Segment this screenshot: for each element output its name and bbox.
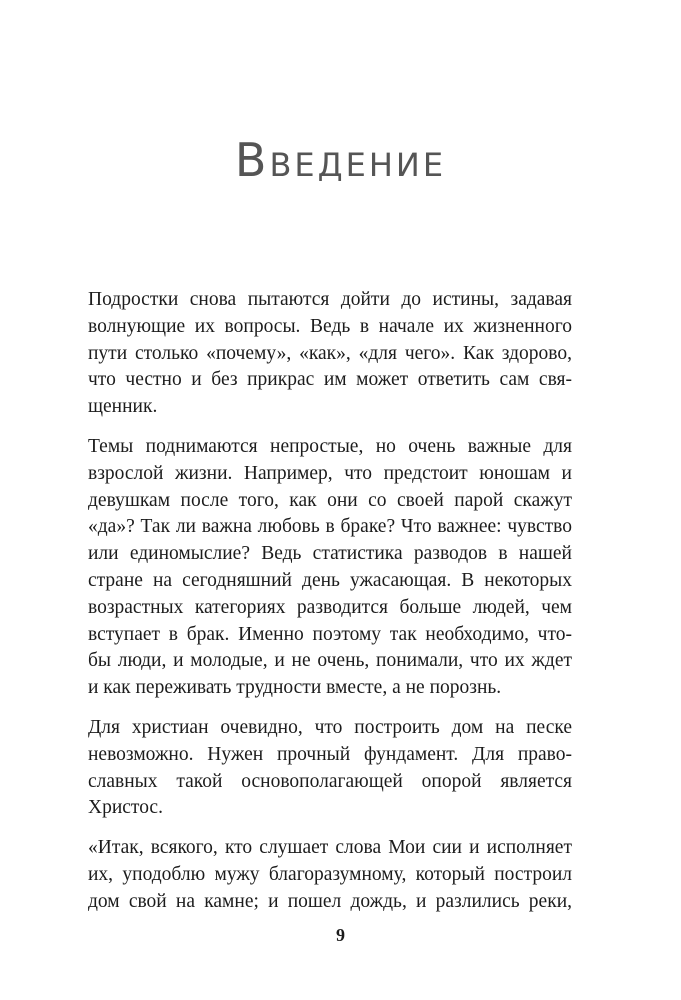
text-line: пути столько «почему», «как», «для чего». Как здорово, [88, 342, 572, 364]
text-line: невозможно. Нужен прочный фундамент. Для право- [88, 743, 572, 765]
text-line: «да»? Так ли важна любовь в браке? Что важнее: чувство [88, 516, 572, 538]
text-line: щенник. [88, 396, 158, 418]
page-number: 9 [336, 925, 345, 945]
text-line: девушкам после того, как они со своей парой скажут [88, 489, 572, 511]
text-line: что честно и без прикрас им может ответить сам свя- [88, 369, 572, 391]
paragraph-1 [88, 287, 572, 421]
text-line: вступает в брак. Именно поэтому так необходимо, что- [88, 623, 572, 645]
text-line: и как переживать трудности вместе, а не порознь. [88, 677, 502, 699]
paragraph-3 [88, 715, 572, 822]
chapter-heading: Введение [234, 133, 447, 187]
text-line: волнующие их вопросы. Ведь в начале их жизненного [88, 315, 572, 337]
text-line: бы люди, и молодые, и не очень, понимали, что их ждет [88, 650, 572, 672]
text-line: Для христиан очевидно, что построить дом на песке [88, 716, 572, 738]
text-line: Темы поднимаются непростые, но очень важные для [88, 435, 572, 457]
text-line: дом свой на камне; и пошел дождь, и разлились реки, [88, 890, 572, 912]
text-line: славных такой основополагающей опорой является [88, 770, 572, 792]
body-text [88, 287, 572, 929]
text-line: или единомыслие? Ведь статистика разводов в нашей [88, 543, 572, 565]
paragraph-4 [88, 835, 572, 915]
text-line: стране на сегодняшний день ужасающая. В некоторых [88, 569, 572, 591]
text-line: Подростки снова пытаются дойти до истины, задавая [88, 289, 572, 310]
paragraph-2 [88, 434, 572, 702]
text-line: взрослой жизни. Например, что предстоит юношам и [88, 462, 572, 484]
text-line: Христос. [88, 797, 163, 819]
text-line: «Итак, всякого, кто слушает слова Мои сии и исполняет [88, 837, 572, 859]
text-line: их, уподоблю мужу благоразумному, который построил [88, 863, 572, 885]
text-line: возрастных категориях разводится больше людей, чем [88, 596, 572, 618]
